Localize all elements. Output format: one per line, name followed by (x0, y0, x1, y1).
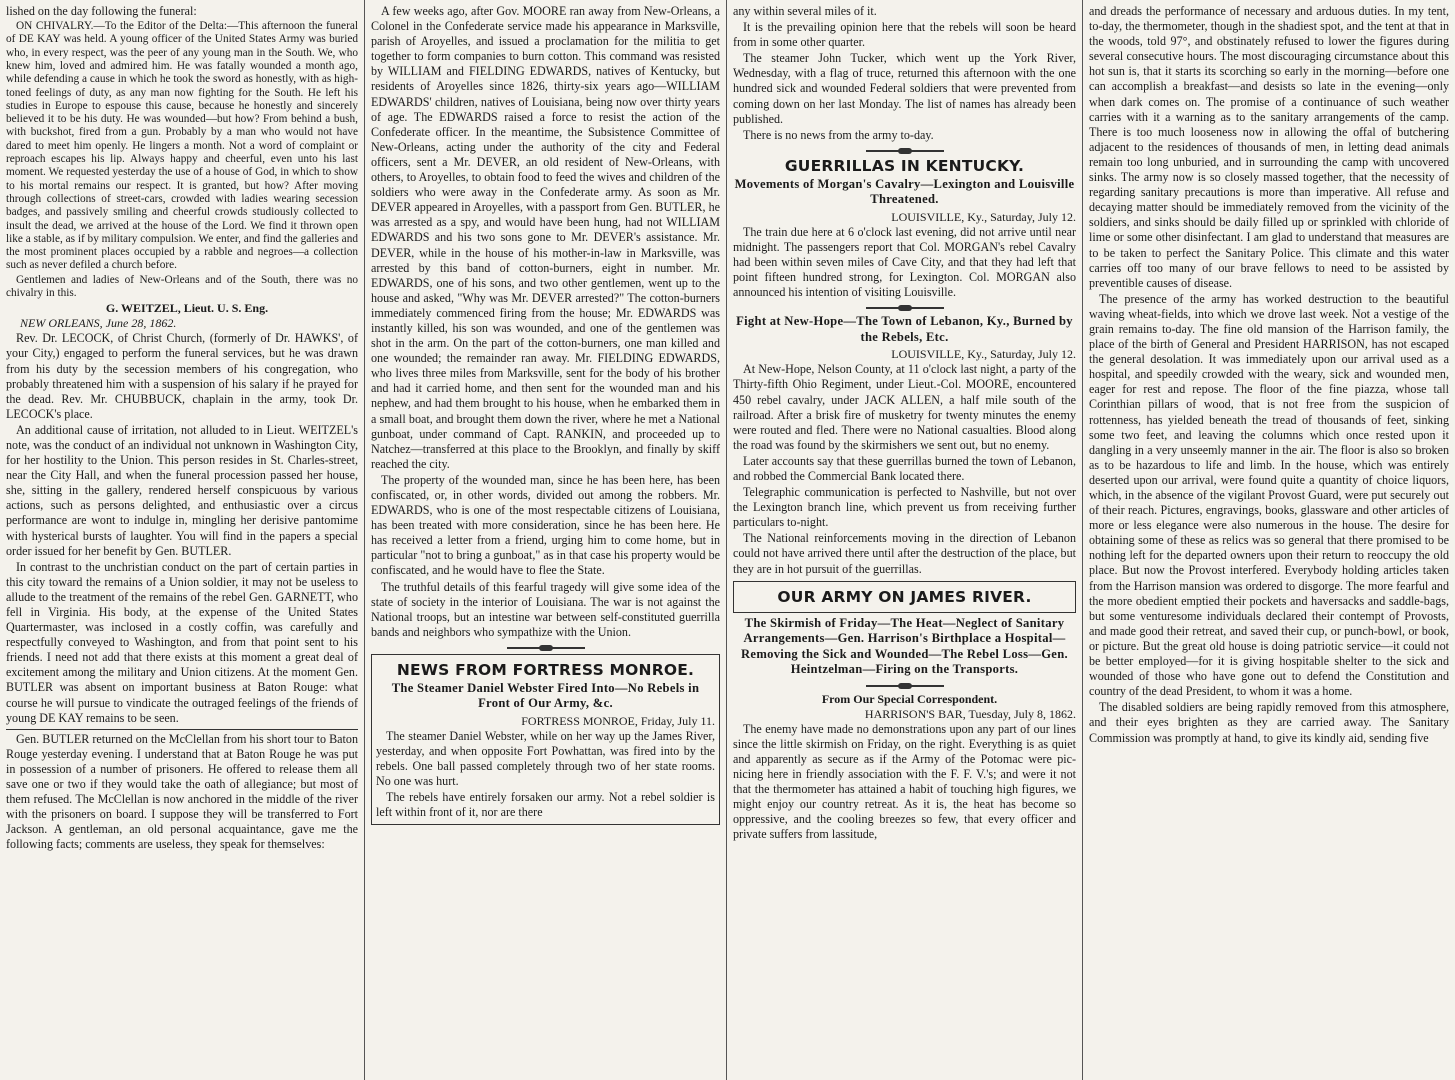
paragraph: any within several miles of it. (733, 4, 877, 18)
dateline: NEW ORLEANS, June 28, 1862. (20, 316, 177, 331)
paragraph: and dreads the performance of necessary and arduous duties. In my tent, to-day, the thermometer, though in the shadiest spot, and the tent at that in the woods, told 97°, and obstinately refused to lower the figures during several consecutive hours. The most discouraging circumstance about this hot sun is, that it starts its scorching so early in the morning—before one can accomplish a breakfast—and desists so late in the evening—only when dark comes on. The promise of a continuance of such weather carries with it a warning as to the sanitary arrangements of the camp. There is too much looseness now in allowing the offal of butchering adjacent to the residences of thousands of men, in letting dead animals remain too long unburied, and in surrounding the camp with uncovered sinks. The army now is so closely massed together, that the necessity of regarding sanitary precautions is more than imperative. All refuse and decaying matter should be immediately removed from the vicinity of the soldiers, and sinks should be daily filled up or sprinkled with chloride of lime or some other disinfectant. I am glad to understand that measures are to be taken to perfect the Sanitary Police. This climate and this water carries off too many of our brave fellows to need to be assisted by preventible causes of disease. (1089, 4, 1449, 290)
section-rule (866, 685, 944, 687)
dateline: LOUISVILLE, Ky., Saturday, July 12. (891, 347, 1076, 362)
headline-fortress-monroe: NEWS FROM FORTRESS MONROE. (396, 660, 695, 679)
column-1 (0, 0, 364, 1080)
paragraph: The property of the wounded man, since he has been here, has been confiscated, or, in other words, divided out among the robbers. Mr. EDWARDS, who is one of the most respectable citizens of Louisiana, has been treated with more consideration, since he has been here. He has received a letter from a friend, urging him to come home, but in particular "not to bring a gunboat," as in that case his property would be confiscated, and he would have to flee the State. (371, 472, 720, 578)
paragraph: The train due here at 6 o'clock last evening, did not arrive until near midnight. The passengers report that Col. MORGAN's rebel Cavalry had been within seven miles of Cave City, and that they had left that point fifteen hundred strong, for Lexington. Col. MORGAN also announced his intention of visiting Louisville. (733, 224, 1076, 300)
paragraph: The steamer John Tucker, which went up the York River, Wednesday, with a flag of truce, returned this afternoon with the one hundred sick and wounded Federal soldiers that were prevented from coming down on her last Monday. The list of names has already been published. (733, 51, 1076, 126)
paragraph: The steamer Daniel Webster, while on her way up the James River, yesterday, and when opposite Fort Powhattan, was fired into by the rebels. One ball passed completely through two of her state rooms. No one was hurt. (376, 728, 715, 789)
paragraph: The truthful details of this fearful tragedy will give some idea of the state of society in the interior of Louisiana. The war is not against the National troops, but an intestine war between self-constituted guerrilla bands and neighbors who sympathize with the Union. (371, 579, 720, 639)
subheadline: The Steamer Daniel Webster Fired Into—No Rebels in Front of Our Army, &c. (391, 680, 700, 711)
dateline: HARRISON'S BAR, Tuesday, July 8, 1862. (864, 706, 1076, 721)
paragraph: It is the prevailing opinion here that the rebels will soon be heard from in some other quarter. (733, 20, 1076, 50)
subheadline: Movements of Morgan's Cavalry—Lexington and Louisville Threatened. (734, 176, 1075, 207)
subheadline: Fight at New-Hope—The Town of Lebanon, Ky., Burned by the Rebels, Etc. (736, 314, 1073, 344)
paragraph: Rev. Dr. LECOCK, of Christ Church, (formerly of Dr. HAWKS', of your City,) engaged to perform the funeral services, but he was drawn from his duty by the secession members of his congregation, who probably threatened him with a suspension of his salary if he prayed for the dead. Rev. Mr. CHUBBUCK, chaplain in the army, took Dr. LECOCK's place. (6, 331, 358, 421)
dateline: FORTRESS MONROE, Friday, July 11. (521, 713, 715, 728)
paragraph: An additional cause of irritation, not alluded to in Lieut. WEITZEL's note, was the conduct of an individual not unknown in Washington City, for her hostility to the Union. This person resides in St. Charles-street, near the City Hall, and when the funeral procession passed her house, she, sitting in the gallery, rendered herself conspicuous by various actions, such as persons delighted, and enthusiastic over a circus performance are wont to indulge in, mingling her derisive pantomime with hysterical bursts of laughter. You will find in the papers a special order issued for her benefit by Gen. BUTLER. (6, 422, 358, 558)
paragraph: Gentlemen and ladies of New-Orleans and of the South, there was no chivalry in this. (6, 273, 358, 300)
column-3 (726, 0, 1082, 1080)
subheadline: The Skirmish of Friday—The Heat—Neglect of Sanitary Arrangements—Gen. Harrison's Birthplace a Hospital—Removing the Sick and Wounded—The Rebel Loss—Gen. Heintzelman—Firing on the Transports. (741, 615, 1068, 677)
section-rule (866, 307, 944, 309)
signature: G. WEITZEL, Lieut. U. S. Eng. (105, 301, 269, 316)
section-rule (866, 150, 944, 152)
paragraph: Telegraphic communication is perfected to Nashville, but not over the Lexington branch line, which prevent us from receiving further particulars to-night. (733, 485, 1076, 530)
paragraph: A few weeks ago, after Gov. MOORE ran away from New-Orleans, a Colonel in the Confederate service made his appearance in Marksville, parish of Aroyelles, and issued a proclamation for the militia to get together to form companies to burn cotton. This command was resisted by WILLIAM and FIELDING EDWARDS, natives of Kentucky, but residents of Aroyelles since 1826, thirty-six years ago—WILLIAM EDWARDS' children, natives of Louisiana, being now over thirty years of age. The EDWARDS raised a force to resist the action of the Confederate officer. In the meantime, the Subsistence Committee of New-Orleans, acting under the authority of the city and Federal officers, sent a Mr. DEVER, an old resident of New-Orleans, with others, to Aroyelles, to obtain food to feed the wives and children of the soldiers who were away in the Confederate army. As soon as Mr. DEVER appeared in Aroyelles, with a passport from Gen. BUTLER, he was arrested as a spy, and would have been hung, had not WILLIAM EDWARDS and his two sons gone to Mr. DEVER's assistance. Mr. DEVER, while in the house of his mother-in-law in Marksville, was arrested by this band of cotton-burners, eight in number. Mr. EDWARDS, one of his sons, and two other gentlemen, went up to the house and asked, "Why was Mr. DEVER arrested?" The cotton-burners immediately commenced firing from the house; Mr. EDWARDS was instantly killed, his son was wounded, and one of the gentlemen was shot in the arm. On the part of the cotton-burners, one man killed and one wounded; the remainder ran away. Mr. FIELDING EDWARDS, who lives three miles from Marksville, sent for the body of his brother and had it carried home, and then sent for the wounded man and his nephew, and had them brought to his house, when he embarked them in a small boat, and brought them down the river, where he met a National gunboat, under command of Capt. RANKIN, and proceeded up to Natchez—transferred at this place to the Brooklyn, and finally by skiff reached the city. (371, 4, 720, 471)
paragraph: At New-Hope, Nelson County, at 11 o'clock last night, a party of the Thirty-fifth Ohio Regiment, under Lieut.-Col. MOORE, encountered 450 rebel cavalry, under JACK ALLEN, a half mile south of the railroad. After a brisk fire of musketry for twenty minutes the enemy were routed and fled. There were no National casualties. Blood along the road was found by the skirmishers we sent out, but no enemy. (733, 362, 1076, 452)
headline-army-james-river: OUR ARMY ON JAMES RIVER. (733, 581, 1076, 613)
paragraph: The National reinforcements moving in the direction of Lebanon could not have arrived there until after the destruction of the place, but they are in hot pursuit of the guerrillas. (733, 531, 1076, 576)
paragraph: In contrast to the unchristian conduct on the part of certain parties in this city toward the remains of a Union soldier, it may not be useless to allude to the treatment of the remains of the rebel Gen. GARNETT, who fell in Virginia. His body, at the expense of the United States Quartermaster, was inclosed in a costly coffin, was carefully and respectfully conveyed to Washington, and from that point sent to his friends. I need not add that there exists at this moment a great deal of excitement among the military and Union citizens. At the moment Gen. BUTLER was absent on important business at Baton Rouge: what course he will pursue to vindicate the outraged feelings of the friends of young DE KAY remains to be seen. (6, 559, 358, 725)
paragraph: The rebels have entirely forsaken our army. Not a rebel soldier is left within front of it, nor are there (376, 790, 715, 820)
paragraph: Gen. BUTLER returned on the McClellan from his short tour to Baton Rouge yesterday evening. I understand that at Baton Rouge he was put in possession of a number of prisoners. He offered to release them all save one or two if they would take the oath of allegiance; but most of them refused. The McClellan is now anchored in the middle of the river with the prisoners on board. I suppose they will be transferred to Fort Jackson. A gentleman, an old personal acquaintance, gave me the following facts; comments are useless, they speak for themselves: (6, 729, 358, 853)
letter-on-chivalry: ON CHIVALRY.—To the Editor of the Delta:—This afternoon the funeral of DE KAY was held. A young officer of the United States Army was buried who, in every respect, was the peer of any young man in the South. We, who knew him, loved and admired him. He was fatally wounded a month ago, while defending a cause in which he took the sword as honestly, with as high-toned feelings of duty, as any man now fighting for the South. He left his studies in Europe to espouse this cause, because he honestly and sincerely believed it to be his duty. He was wounded—but how? From behind a bush, with buckshot, fired from a gun. Probably by a man who would not have dared to meet him openly. He lingers a month. Not a word of complaint or reproach escapes his lip. Always happy and cheerful, even unto his last moment. We requested yesterday the use of a house of God, in which to show to his mortal remains our respect. It is granted, but how? After moving through collections of street-cars, crowded with ladies wearing secession badges, and passively smiling and cheerful crowds studiously collected to insult the dead, we arrived at the house of the Lord. We find it thrown open like a stable, as if by military compulsion. We enter, and find the galleries and the most prominent places occupied by a rabble and negroes—a collection such as never defiled a church before. (6, 20, 358, 272)
paragraph: The presence of the army has worked destruction to the beautiful waving wheat-fields, into which we drove last week. Not a vestige of the grain remains to-day. The fine old mansion of the Harrison family, the place of the birth of General and President HARRISON, has not escaped the general desolation. It was immediately upon our arrival used as a hospital, and speedily crowded with the weary, sick and wounded men, eager for rest and repose. The floor of the fine piazza, whose tall Corinthian pillars of wood, that is not free from the suspicion of rottenness, has yielded beneath the tread of thousands of feet, sinking some two feet, and leaving the columns which once rested upon it dangling in a very unseemly manner in the air. The floor is also so broken as to be hazardous to life and limb. In the house, which was entirely deserted upon our arrival, were found quite a quantity of choice liquors, which, in the absence of the vigilant Provost Guard, were put securely out of their reach. Pictures, engravings, books, glassware and other articles of more or less elegance were also numerous in the house. The desire for obtaining some of these as relics was so general that there promised to be nothing left for the departed owners upon their return to reoccupy the old place. But now the Provost interfered. Everybody holding articles taken from the Harrison mansion was ordered to disgorge. The more fearful and the more obedient emptied their pockets and haversacks and saddle-bags, but some venturesome individuals declared their contempt of Provosts, and made good their retreat, and saved their cup, or punch-bowl, or book, or picture. But the great old house is doing patriotic service—it could not be better employed—for it is giving hospitable shelter to the sick and wounded of those who have gone out to defend the Constitution and country of the dead President, to whom it was a home. (1089, 291, 1449, 699)
fortress-clipping (371, 654, 720, 825)
paragraph: The enemy have made no demonstrations upon any part of our lines since the little skirmish on Friday, on the right. Everything is as quiet and apparently as secure as if the Army of the Potomac were pic-nicing here in friendly association with the F. F. V.'s; and were it not that the thermometer has attained a habit of touching high figures, we might enjoy our country retreat. As it is, the heat has become so oppressive, and the cooling breezes so few, that every officer and private suffers from lassitude, (733, 721, 1076, 842)
column-2 (364, 0, 726, 1080)
paragraph: lished on the day following the funeral: (6, 4, 197, 18)
section-rule (507, 647, 585, 649)
dateline: LOUISVILLE, Ky., Saturday, July 12. (891, 209, 1076, 224)
headline-guerrillas-kentucky: GUERRILLAS IN KENTUCKY. (784, 156, 1025, 175)
paragraph: Later accounts say that these guerrillas burned the town of Lebanon, and robbed the Commercial Bank located there. (733, 453, 1076, 483)
correspondent-line: From Our Special Correspondent. (821, 691, 998, 706)
paragraph: The disabled soldiers are being rapidly removed from this atmosphere, and their eyes brighten as they are carried away. The Sanitary Commission was promptly at hand, to give its kindly aid, sending five (1089, 700, 1449, 745)
column-4 (1082, 0, 1455, 1080)
paragraph: There is no news from the army to-day. (743, 127, 934, 142)
